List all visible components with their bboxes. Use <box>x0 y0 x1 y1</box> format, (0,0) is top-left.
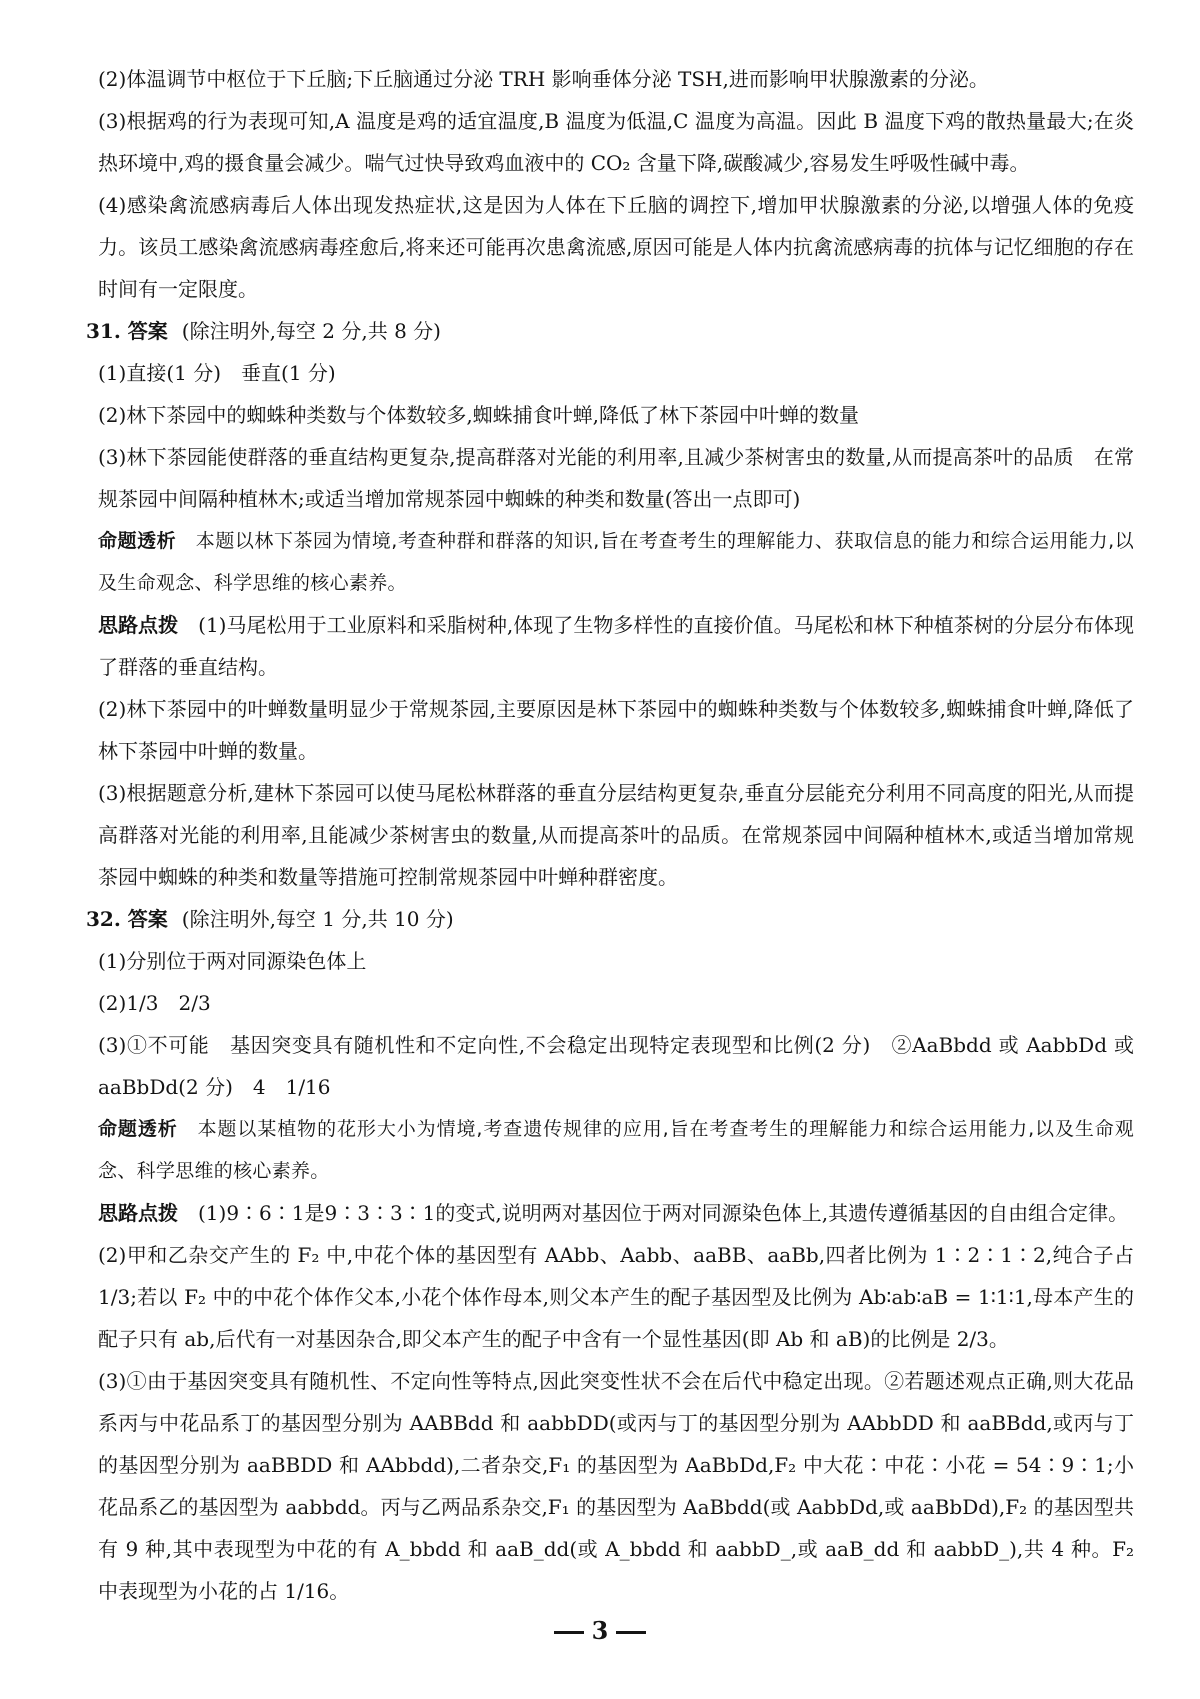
page-number-dash-left <box>554 1631 584 1634</box>
q30-answer-2: (2)体温调节中枢位于下丘脑;下丘脑通过分泌 TRH 影响垂体分泌 TSH,进而影响甲状腺激素的分泌。 <box>98 67 989 91</box>
q30-answer-4: (4)感染禽流感病毒后人体出现发热症状,这是因为人体在下丘脑的调控下,增加甲状腺激素的分泌,以增强人体的免疫力。该员工感染禽流感病毒痊愈后,将来还可能再次患禽流感,原因可能是人体内抗禽流感病毒的抗体与记忆细胞的存在时间有一定限度。 <box>98 193 1134 301</box>
q32-hint-1 <box>86 1192 1134 1234</box>
q31-header <box>86 310 1134 352</box>
q30-answer-3: (3)根据鸡的行为表现可知,A 温度是鸡的适宜温度,B 温度为低温,C 温度为高温。因此 B 温度下鸡的散热量最大;在炎热环境中,鸡的摄食量会减少。喘气过快导致鸡血液中的 CO₂ 含量下降,碳酸减少,容易发生呼吸性碱中毒。 <box>98 109 1134 175</box>
q32-hint-tag: 思路点拨 <box>98 1201 178 1225</box>
q32-analysis <box>86 1108 1134 1192</box>
q32-analysis-text: 本题以某植物的花形大小为情境,考查遗传规律的应用,旨在考查考生的理解能力和综合运用能力,以及生命观念、科学思维的核心素养。 <box>98 1118 1134 1182</box>
q31-hint-3: (3)根据题意分析,建林下茶园可以使马尾松林群落的垂直分层结构更复杂,垂直分层能充分利用不同高度的阳光,从而提高群落对光能的利用率,且能减少茶树害虫的数量,从而提高茶叶的品质。在常规茶园中间隔种植林木,或适当增加常规茶园中蜘蛛的种类和数量等措施可控制常规茶园中叶蝉种群密度。 <box>98 781 1134 889</box>
q31-label: 31. 答案 <box>86 319 168 343</box>
q32-label: 32. 答案 <box>86 907 168 931</box>
q31-hint-1-text: (1)马尾松用于工业原料和采脂树种,体现了生物多样性的直接价值。马尾松和林下种植茶树的分层分布体现了群落的垂直结构。 <box>98 613 1135 679</box>
q31-answer-2: (2)林下茶园中的蜘蛛种类数与个体数较多,蜘蛛捕食叶蝉,降低了林下茶园中叶蝉的数量 <box>98 403 860 427</box>
q32-answer-3: (3)①不可能 基因突变具有随机性和不定向性,不会稳定出现特定表现型和比例(2 分) ②AaBbdd 或 AabbDd 或 aaBbDd(2 分) 4 1/16 <box>98 1033 1134 1099</box>
q31-analysis <box>86 520 1134 604</box>
page-number-dash-right <box>616 1631 646 1634</box>
q31-analysis-text: 本题以林下茶园为情境,考查种群和群落的知识,旨在考查考生的理解能力、获取信息的能力和综合运用能力,以及生命观念、科学思维的核心素养。 <box>98 530 1135 594</box>
page-number-value: 3 <box>591 1616 609 1645</box>
q32-hint-1-text: (1)9∶6∶1是9∶3∶3∶1的变式,说明两对基因位于两对同源染色体上,其遗传遵循基因的自由组合定律。 <box>198 1201 1129 1225</box>
q31-hint-1 <box>86 604 1134 688</box>
q32-answer-2: (2)1/3 2/3 <box>98 991 211 1015</box>
q31-answer-1: (1)直接(1 分) 垂直(1 分) <box>98 361 336 385</box>
q32-hint-3: (3)①由于基因突变具有随机性、不定向性等特点,因此突变性状不会在后代中稳定出现。②若题述观点正确,则大花品系丙与中花品系丁的基因型分别为 AABBdd 和 aabbDD(或丙与丁的基因型分别为 AAbbDD 和 aaBBdd,或丙与丁的基因型分别为 aaBBDD 和 AAbbdd),二者杂交,F₁ 的基因型为 AaBbDd,F₂ 中大花∶中花∶小花 = 54∶9∶1;小花品系乙的基因型为 aabbdd。丙与乙两品系杂交,F₁ 的基因型为 AaBbdd(或 AabbDd,或 aaBbDd),F₂ 的基因型共有 9 种,其中表现型为中花的有 A_bbdd 和 aaB_dd(或 A_bbdd 和 aabbD_,或 aaB_dd 和 aabbD_),共 4 种。F₂ 中表现型为小花的占 1/16。 <box>98 1369 1134 1603</box>
page-number <box>0 1616 1200 1645</box>
q32-hint-2: (2)甲和乙杂交产生的 F₂ 中,中花个体的基因型有 AAbb、Aabb、aaBB、aaBb,四者比例为 1∶2∶1∶2,纯合子占 1/3;若以 F₂ 中的中花个体作父本,小花个体作母本,则父本产生的配子基因型及比例为 Ab∶ab∶aB = 1∶1∶1,母本产生的配子只有 ab,后代有一对基因杂合,即父本产生的配子中含有一个显性基因(即 Ab 和 aB)的比例是 2/3。 <box>98 1243 1134 1351</box>
q32-score-note: (除注明外,每空 1 分,共 10 分) <box>181 907 454 931</box>
q31-score-note: (除注明外,每空 2 分,共 8 分) <box>181 319 441 343</box>
q32-analysis-tag: 命题透析 <box>98 1118 178 1140</box>
q31-hint-tag: 思路点拨 <box>98 613 179 637</box>
q32-answer-1: (1)分别位于两对同源染色体上 <box>98 949 367 973</box>
q31-analysis-tag: 命题透析 <box>98 530 177 552</box>
q31-hint-2: (2)林下茶园中的叶蝉数量明显少于常规茶园,主要原因是林下茶园中的蜘蛛种类数与个体数较多,蜘蛛捕食叶蝉,降低了林下茶园中叶蝉的数量。 <box>98 697 1134 763</box>
q32-header <box>86 898 1134 940</box>
q31-answer-3: (3)林下茶园能使群落的垂直结构更复杂,提高群落对光能的利用率,且减少茶树害虫的数量,从而提高茶叶的品质 在常规茶园中间隔种植林木;或适当增加常规茶园中蜘蛛的种类和数量(答出一点即可) <box>98 445 1134 511</box>
